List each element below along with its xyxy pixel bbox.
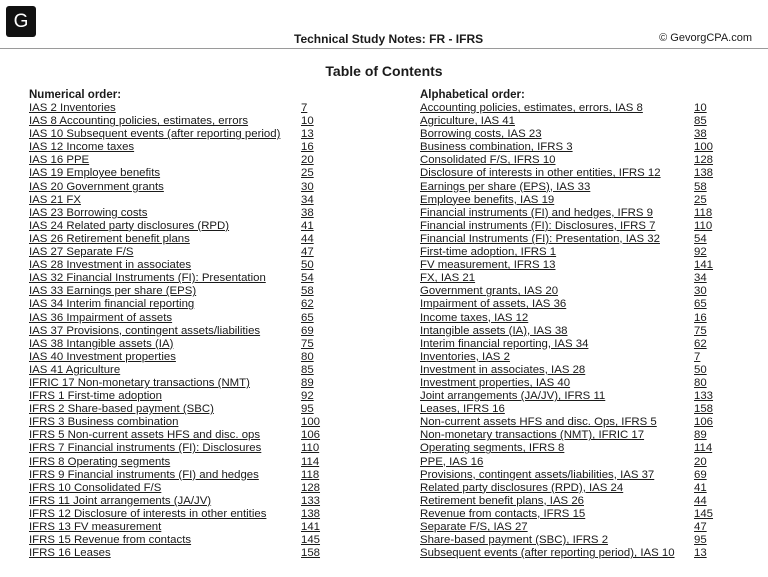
alphabetical-entry-page-link[interactable]: 34 [694,272,707,285]
alphabetical-toc-entry [420,363,707,377]
document-title: Technical Study Notes: FR - IFRS [294,32,484,46]
alphabetical-entry-title-link[interactable]: Non-monetary transactions (NMT), IFRIC 17 [420,429,645,442]
numerical-toc-entry [29,403,314,416]
numerical-toc-entry [29,534,321,547]
numerical-toc-entry [29,232,314,246]
numerical-entry-title-link[interactable]: IAS 34 Interim financial reporting [29,298,195,311]
numerical-toc-entry [29,154,314,167]
numerical-toc-entry [29,246,314,259]
alphabetical-entry-page-link[interactable]: 58 [694,180,707,193]
alphabetical-entry-title-link[interactable]: Intangible assets (IA), IAS 38 [420,324,568,337]
numerical-toc-entry [29,468,320,482]
alphabetical-entry-page-link[interactable]: 106 [694,416,714,429]
alphabetical-toc-entry [420,429,707,442]
numerical-entry-title-link[interactable]: IFRS 2 Share-based payment (SBC) [29,403,214,416]
numerical-entry-title-link[interactable]: IFRS 1 First-time adoption [29,390,162,403]
numerical-toc-entry [29,167,314,180]
alphabetical-toc-entry [420,324,707,338]
alphabetical-entry-page-link[interactable]: 38 [694,128,707,141]
alphabetical-toc-entry [420,246,707,259]
numerical-entry-title-link[interactable]: IAS 16 PPE [29,154,90,167]
alphabetical-entry-title-link[interactable]: PPE, IAS 16 [420,455,484,468]
alphabetical-toc-entry [420,272,707,285]
numerical-entry-page-link[interactable]: 80 [301,350,314,363]
numerical-toc-entry [29,259,314,272]
alphabetical-entry-page-link[interactable]: 25 [694,193,707,206]
alphabetical-entry-title-link[interactable]: Provisions, contingent assets/liabilities, IAS 37 [420,468,655,481]
alphabetical-toc-entry [420,180,707,194]
alphabetical-toc-entry [420,219,713,233]
numerical-entry-title-link[interactable]: IFRS 7 Financial instruments (FI): Disclosures [29,442,262,455]
numerical-entry-page-link[interactable]: 95 [301,403,314,416]
alphabetical-entry-page-link[interactable]: 16 [694,311,707,324]
alphabetical-entry-title-link[interactable]: Impairment of assets, IAS 36 [420,298,567,311]
alphabetical-toc-entry [420,298,707,311]
numerical-entry-title-link[interactable]: IAS 41 Agriculture [29,363,121,376]
alphabetical-entry-title-link[interactable]: Inventories, IAS 2 [420,350,510,363]
alphabetical-entry-title-link[interactable]: Financial Instruments (FI): Presentation, IAS 32 [420,232,660,245]
numerical-toc-entry [29,376,314,390]
alphabetical-entry-title-link[interactable]: Business combination, IFRS 3 [420,141,573,154]
numerical-toc-entry [29,455,320,469]
numerical-entry-page-link[interactable]: 128 [301,481,321,494]
alphabetical-entry-title-link[interactable]: Consolidated F/S, IFRS 10 [420,154,556,167]
numerical-entry-title-link[interactable]: IAS 36 Impairment of assets [29,311,173,324]
numerical-toc-entry [29,507,321,521]
alphabetical-entry-title-link[interactable]: Borrowing costs, IAS 23 [420,128,542,141]
alphabetical-entry-page-link[interactable]: 118 [694,206,713,219]
alphabetical-entry-title-link[interactable]: Accounting policies, estimates, errors, IAS 8 [420,102,643,114]
numerical-toc-entry [29,219,314,233]
numerical-entry-title-link[interactable]: IFRS 13 FV measurement [29,521,162,533]
numerical-entry-page-link[interactable]: 110 [301,442,320,455]
numerical-entry-page-link[interactable]: 13 [301,128,314,141]
alphabetical-toc-entry [420,115,707,128]
alphabetical-entry-page-link[interactable]: 92 [694,246,707,259]
alphabetical-entry-title-link[interactable]: FX, IAS 21 [420,272,476,285]
numerical-entry-title-link[interactable]: IAS 26 Retirement benefit plans [29,232,190,245]
numerical-entry-title-link[interactable]: IFRS 12 Disclosure of interests in other entities [29,507,267,520]
alphabetical-toc-entry [420,481,707,495]
numerical-entry-title-link[interactable]: IAS 33 Earnings per share (EPS) [29,285,197,298]
alphabetical-entry-title-link[interactable]: Revenue from contacts, IFRS 15 [420,507,586,520]
alphabetical-entry-page-link[interactable]: 141 [694,259,714,272]
alphabetical-toc-entry [420,507,714,521]
numerical-entry-page-link[interactable]: 38 [301,206,314,219]
numerical-entry-page-link[interactable]: 34 [301,193,314,206]
numerical-entry-title-link[interactable]: IAS 10 Subsequent events (after reporting period) [29,128,281,141]
alphabetical-entry-title-link[interactable]: Separate F/S, IAS 27 [420,521,528,533]
numerical-toc-entry [29,141,314,154]
logo: G [6,6,36,37]
alphabetical-toc-entry [420,416,714,429]
numerical-entry-title-link[interactable]: IAS 21 FX [29,193,81,206]
alphabetical-entry-page-link[interactable]: 50 [694,363,707,376]
alphabetical-entry-page-link[interactable]: 80 [694,376,707,389]
numerical-entry-title-link[interactable]: IFRS 10 Consolidated F/S [29,481,162,494]
alphabetical-entry-page-link[interactable]: 10 [694,102,707,114]
numerical-entry-title-link[interactable]: IAS 23 Borrowing costs [29,206,148,219]
numerical-entry-page-link[interactable]: 65 [301,311,314,324]
alphabetical-entry-page-link[interactable]: 20 [694,455,707,468]
numerical-entry-title-link[interactable]: IAS 38 Intangible assets (IA) [29,337,174,350]
numerical-entry-title-link[interactable]: IFRS 8 Operating segments [29,455,171,468]
alphabetical-entry-page-link[interactable]: 7 [694,350,701,363]
numerical-toc-entry [29,363,314,377]
numerical-entry-title-link[interactable]: IAS 40 Investment properties [29,350,176,363]
numerical-entry-title-link[interactable]: IFRIC 17 Non-monetary transactions (NMT) [29,376,250,389]
numerical-entry-title-link[interactable]: IAS 32 Financial Instruments (FI): Presentation [29,272,266,285]
numerical-toc-entry [29,324,314,338]
alphabetical-toc-entry [420,141,714,154]
site-credit: © GevorgCPA.com [659,32,752,44]
numerical-entry-page-link[interactable]: 20 [301,154,314,167]
alphabetical-entry-title-link[interactable]: Retirement benefit plans, IAS 26 [420,494,584,507]
alphabetical-entry-title-link[interactable]: Leases, IFRS 16 [420,403,505,416]
numerical-entry-title-link[interactable]: IAS 19 Employee benefits [29,167,161,180]
numerical-entry-page-link[interactable]: 92 [301,390,314,403]
alphabetical-entry-title-link[interactable]: Earnings per share (EPS), IAS 33 [420,180,591,193]
alphabetical-entry-page-link[interactable]: 158 [694,403,714,416]
alphabetical-toc-entry [420,154,714,167]
alphabetical-entry-title-link[interactable]: Share-based payment (SBC), IFRS 2 [420,534,609,547]
alphabetical-entry-page-link[interactable]: 44 [694,494,707,507]
alphabetical-entry-title-link[interactable]: Non-current assets HFS and disc. Ops, IFRS 5 [420,416,657,429]
numerical-entry-page-link[interactable]: 118 [301,468,320,481]
numerical-entry-page-link[interactable]: 58 [301,285,314,298]
alphabetical-order-column [420,89,714,560]
alphabetical-order-heading: Alphabetical order: [420,89,525,101]
numerical-entry-title-link[interactable]: IFRS 9 Financial instruments (FI) and hedges [29,468,259,481]
alphabetical-toc-entry [420,285,707,298]
numerical-toc-entry [29,481,321,495]
numerical-entry-title-link[interactable]: IAS 28 Investment in associates [29,259,192,272]
alphabetical-entry-title-link[interactable]: Related party disclosures (RPD), IAS 24 [420,481,624,494]
numerical-toc-entry [29,128,314,141]
numerical-entry-title-link[interactable]: IFRS 16 Leases [29,547,111,560]
alphabetical-toc-entry [420,193,707,207]
numerical-toc-entry [29,337,314,351]
alphabetical-entry-title-link[interactable]: Investment in associates, IAS 28 [420,363,586,376]
numerical-entry-page-link[interactable]: 69 [301,324,314,337]
alphabetical-toc-entry [420,337,707,351]
numerical-toc-entry [29,311,314,325]
numerical-entry-title-link[interactable]: IAS 27 Separate F/S [29,246,134,259]
numerical-order-heading: Numerical order: [29,89,122,101]
numerical-toc-entry [29,494,321,508]
numerical-toc-entry [29,115,314,128]
numerical-entry-page-link[interactable]: 85 [301,363,314,376]
alphabetical-entry-title-link[interactable]: Disclosure of interests in other entities, IFRS 12 [420,167,661,180]
alphabetical-toc-entry [420,128,707,141]
numerical-toc-entry [29,521,321,534]
alphabetical-entry-page-link[interactable]: 75 [694,324,707,337]
numerical-toc-entry [29,442,320,455]
numerical-toc-entry [29,298,314,311]
toc-title: Table of Contents [325,63,443,79]
alphabetical-entry-title-link[interactable]: Subsequent events (after reporting period), IAS 10 [420,547,675,560]
alphabetical-entry-page-link[interactable]: 69 [694,468,707,481]
alphabetical-entry-page-link[interactable]: 89 [694,429,707,442]
alphabetical-entry-page-link[interactable]: 145 [694,507,714,520]
alphabetical-toc-entry [420,442,713,455]
numerical-toc-entry [29,350,314,364]
alphabetical-entry-page-link[interactable]: 110 [694,219,713,232]
alphabetical-entry-page-link[interactable]: 128 [694,154,714,167]
numerical-entry-page-link[interactable]: 138 [301,507,321,520]
alphabetical-toc-entry [420,521,707,534]
numerical-entry-page-link[interactable]: 133 [301,494,321,507]
alphabetical-order-list [420,102,714,560]
numerical-toc-entry [29,180,314,194]
numerical-toc-entry [29,102,308,115]
alphabetical-toc-entry [420,455,707,469]
alphabetical-entry-page-link[interactable]: 85 [694,115,707,128]
numerical-entry-page-link[interactable]: 158 [301,547,321,560]
numerical-entry-page-link[interactable]: 106 [301,429,321,442]
alphabetical-toc-entry [420,468,707,482]
numerical-toc-entry [29,272,314,285]
numerical-toc-entry [29,416,321,429]
numerical-toc-entry [29,547,321,560]
numerical-entry-page-link[interactable]: 114 [301,455,320,468]
alphabetical-toc-entry [420,102,707,115]
alphabetical-toc-entry [420,350,701,364]
alphabetical-toc-entry [420,403,714,416]
alphabetical-entry-page-link[interactable]: 62 [694,337,707,350]
header-divider [0,48,768,49]
numerical-entry-title-link[interactable]: IAS 2 Inventories [29,102,116,114]
alphabetical-entry-title-link[interactable]: Joint arrangements (JA/JV), IFRS 11 [420,390,606,403]
alphabetical-toc-entry [420,376,707,390]
numerical-entry-page-link[interactable]: 25 [301,167,314,180]
numerical-toc-entry [29,206,314,220]
alphabetical-toc-entry [420,494,707,508]
alphabetical-entry-title-link[interactable]: Income taxes, IAS 12 [420,311,529,324]
numerical-entry-page-link[interactable]: 54 [301,272,314,285]
alphabetical-entry-page-link[interactable]: 54 [694,232,707,245]
numerical-toc-entry [29,285,314,298]
numerical-entry-page-link[interactable]: 100 [301,416,321,429]
alphabetical-entry-title-link[interactable]: Agriculture, IAS 41 [420,115,515,128]
numerical-entry-page-link[interactable]: 145 [301,534,321,547]
numerical-entry-page-link[interactable]: 41 [301,219,314,232]
alphabetical-entry-page-link[interactable]: 47 [694,521,707,533]
alphabetical-entry-page-link[interactable]: 95 [694,534,707,547]
alphabetical-entry-page-link[interactable]: 41 [694,481,707,494]
alphabetical-entry-page-link[interactable]: 30 [694,285,707,298]
numerical-entry-title-link[interactable]: IFRS 3 Business combination [29,416,179,429]
numerical-entry-page-link[interactable]: 141 [301,521,321,533]
alphabetical-entry-title-link[interactable]: FV measurement, IFRS 13 [420,259,556,272]
numerical-entry-title-link[interactable]: IFRS 11 Joint arrangements (JA/JV) [29,494,212,507]
numerical-toc-entry [29,193,314,207]
numerical-entry-title-link[interactable]: IAS 20 Government grants [29,180,164,193]
alphabetical-entry-page-link[interactable]: 114 [694,442,713,455]
numerical-order-list [29,102,321,560]
alphabetical-entry-title-link[interactable]: Investment properties, IAS 40 [420,376,571,389]
numerical-entry-page-link[interactable]: 75 [301,337,314,350]
alphabetical-entry-page-link[interactable]: 65 [694,298,707,311]
alphabetical-toc-entry [420,390,714,403]
alphabetical-toc-entry [420,311,707,325]
numerical-entry-page-link[interactable]: 89 [301,376,314,389]
numerical-entry-page-link[interactable]: 62 [301,298,314,311]
numerical-entry-title-link[interactable]: IFRS 15 Revenue from contacts [29,534,192,547]
numerical-entry-page-link[interactable]: 30 [301,180,314,193]
numerical-entry-page-link[interactable]: 50 [301,259,314,272]
numerical-toc-entry [29,390,314,403]
numerical-entry-title-link[interactable]: IAS 8 Accounting policies, estimates, errors [29,115,249,128]
alphabetical-entry-page-link[interactable]: 133 [694,390,714,403]
alphabetical-entry-title-link[interactable]: Employee benefits, IAS 19 [420,193,555,206]
alphabetical-entry-title-link[interactable]: First-time adoption, IFRS 1 [420,246,557,259]
numerical-entry-page-link[interactable]: 16 [301,141,314,154]
alphabetical-entry-page-link[interactable]: 13 [694,547,707,560]
numerical-entry-page-link[interactable]: 10 [301,115,314,128]
alphabetical-entry-page-link[interactable]: 138 [694,167,714,180]
alphabetical-toc-entry [420,547,707,560]
alphabetical-entry-title-link[interactable]: Financial instruments (FI): Disclosures, IFRS 7 [420,219,656,232]
alphabetical-entry-page-link[interactable]: 100 [694,141,714,154]
numerical-entry-page-link[interactable]: 47 [301,246,314,259]
numerical-entry-page-link[interactable]: 44 [301,232,314,245]
numerical-entry-title-link[interactable]: IAS 24 Related party disclosures (RPD) [29,219,230,232]
numerical-entry-title-link[interactable]: IAS 12 Income taxes [29,141,135,154]
alphabetical-entry-title-link[interactable]: Government grants, IAS 20 [420,285,559,298]
alphabetical-toc-entry [420,206,713,220]
alphabetical-toc-entry [420,534,707,547]
numerical-order-column [29,89,321,560]
numerical-entry-title-link[interactable]: IAS 37 Provisions, contingent assets/liabilities [29,324,261,337]
alphabetical-toc-entry [420,167,714,180]
numerical-entry-title-link[interactable]: IFRS 5 Non-current assets HFS and disc. ops [29,429,261,442]
alphabetical-entry-title-link[interactable]: Financial instruments (FI) and hedges, IFRS 9 [420,206,653,219]
alphabetical-entry-title-link[interactable]: Interim financial reporting, IAS 34 [420,337,589,350]
alphabetical-entry-title-link[interactable]: Operating segments, IFRS 8 [420,442,565,455]
alphabetical-toc-entry [420,232,707,246]
numerical-entry-page-link[interactable]: 7 [301,102,308,114]
numerical-toc-entry [29,429,321,442]
alphabetical-toc-entry [420,259,714,272]
